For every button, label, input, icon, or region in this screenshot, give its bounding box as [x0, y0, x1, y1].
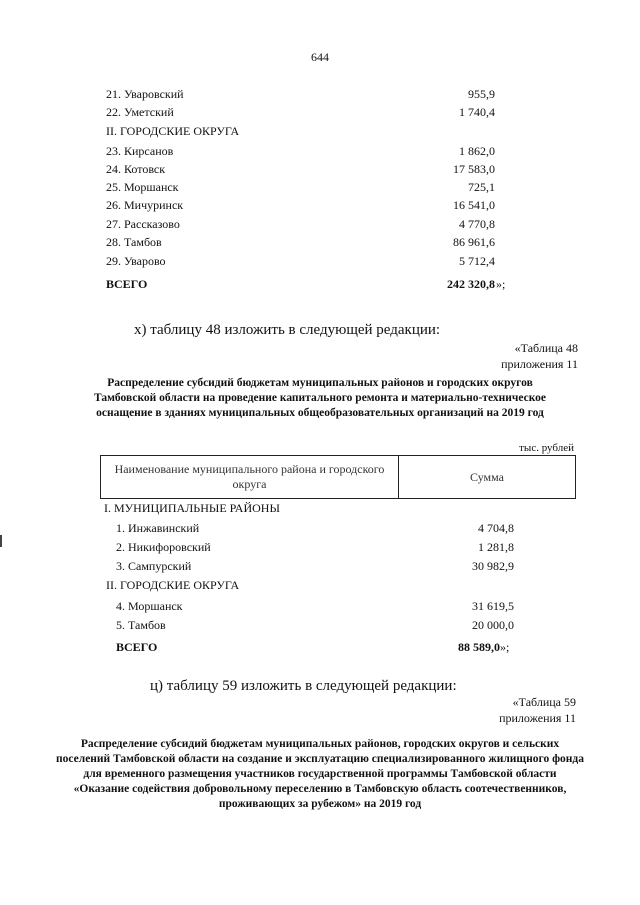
table59-reference	[499, 694, 576, 726]
section-heading	[104, 500, 514, 517]
total-label: ВСЕГО	[106, 277, 148, 291]
list-row	[106, 86, 495, 103]
table-row	[116, 617, 514, 634]
row-name: 24. Котовск	[106, 162, 166, 176]
list-row	[106, 104, 495, 121]
section-heading	[106, 123, 495, 140]
row-name: II. ГОРОДСКИЕ ОКРУГА	[106, 124, 240, 138]
total-row	[106, 276, 495, 293]
row-name: 5. Тамбов	[116, 618, 166, 632]
row-name: I. МУНИЦИПАЛЬНЫЕ РАЙОНЫ	[104, 501, 280, 515]
row-value: 20 000,0	[472, 618, 514, 632]
table48-unit: тыс. рублей	[519, 442, 574, 454]
row-value: 955,9	[468, 87, 495, 101]
row-name: 22. Уметский	[106, 105, 174, 119]
table-row	[116, 598, 514, 615]
table48-title: Распределение субсидий бюджетам муниципальных районов и городских округов Тамбовской области на проведение капитального ремонта и материально-техническое оснащение в зданиях муниципальных общеобразовательных организаций на 2019 год	[93, 377, 547, 419]
list-row	[106, 179, 495, 196]
row-value: 31 619,5	[472, 599, 514, 613]
table48-ref-line2: приложения 11	[501, 357, 578, 371]
row-value: 16 541,0	[453, 198, 495, 212]
total-row	[116, 639, 500, 656]
table48-ref-line1: «Таблица 48	[514, 341, 578, 355]
row-name: 25. Моршанск	[106, 180, 179, 194]
list-row	[106, 161, 495, 178]
row-name: 3. Сампурский	[116, 559, 192, 573]
table59-ref-line1: «Таблица 59	[512, 695, 576, 709]
row-value: 86 961,6	[453, 235, 495, 249]
row-value: 1 862,0	[459, 144, 495, 158]
table-row	[116, 539, 514, 556]
total-suffix: »;	[496, 277, 506, 291]
paragraph-c: ц) таблицу 59 изложить в следующей редакции:	[150, 678, 457, 694]
row-name: 28. Тамбов	[106, 235, 162, 249]
row-name: 4. Моршанск	[116, 599, 183, 613]
header-sum-column: Сумма	[470, 469, 504, 484]
total-label: ВСЕГО	[116, 640, 158, 654]
table59-title: Распределение субсидий бюджетам муниципальных районов, городских округов и сельских поселений Тамбовской области на создание и эксплуатацию специализированного жилищного фонда для временного размещения участников государственной программы Тамбовской области «Оказание содействия добровольному переселению в Тамбовскую область соотечественников, проживающих за рубежом» на 2019 год	[56, 738, 584, 810]
list-row	[106, 143, 495, 160]
row-value: 1 740,4	[459, 105, 495, 119]
table59-ref-line2: приложения 11	[499, 711, 576, 725]
total-suffix: »;	[500, 640, 510, 654]
table48-reference	[501, 340, 578, 372]
list-row	[106, 253, 495, 270]
list-row	[106, 216, 495, 233]
list-row	[106, 234, 495, 251]
row-name: 23. Кирсанов	[106, 144, 174, 158]
row-name: 27. Рассказово	[106, 217, 180, 231]
table48-header	[100, 455, 576, 499]
section-heading	[106, 577, 514, 594]
row-name: 1. Инжавинский	[116, 521, 200, 535]
total-value: 242 320,8	[447, 277, 495, 291]
row-value: 1 281,8	[478, 540, 514, 554]
row-value: 30 982,9	[472, 559, 514, 573]
row-name: 21. Уваровский	[106, 87, 184, 101]
row-value: 5 712,4	[459, 254, 495, 268]
row-name: 2. Никифоровский	[116, 540, 211, 554]
total-value: 88 589,0	[458, 640, 500, 654]
row-name: 29. Уварово	[106, 254, 166, 268]
scan-margin-mark	[0, 535, 2, 547]
row-value: 17 583,0	[453, 162, 495, 176]
row-name: 26. Мичуринск	[106, 198, 184, 212]
row-value: 725,1	[468, 180, 495, 194]
list-row	[106, 197, 495, 214]
page-number: 644	[311, 50, 329, 64]
header-name-column: Наименование муниципального района и городского округа	[101, 456, 399, 498]
row-value: 4 770,8	[459, 217, 495, 231]
table-row	[116, 558, 514, 575]
row-value: 4 704,8	[478, 521, 514, 535]
paragraph-x: х) таблицу 48 изложить в следующей редакции:	[134, 322, 441, 338]
table-row	[116, 520, 514, 537]
row-name: II. ГОРОДСКИЕ ОКРУГА	[106, 578, 240, 592]
